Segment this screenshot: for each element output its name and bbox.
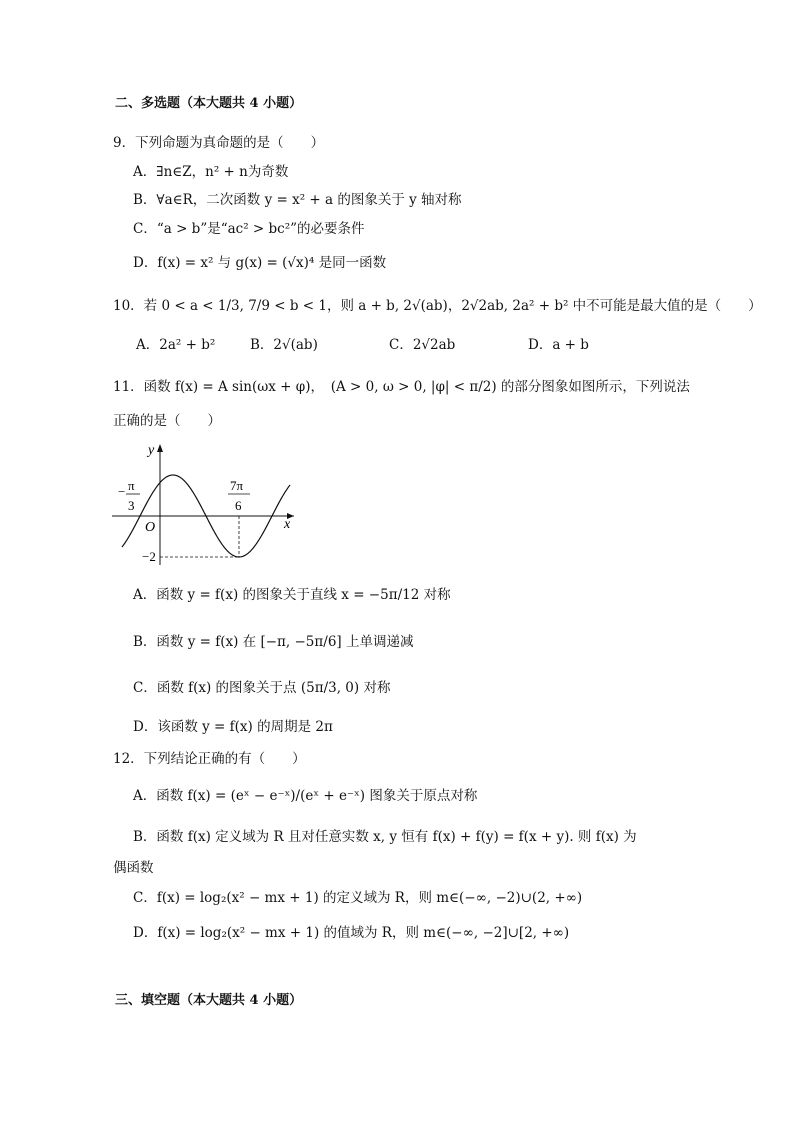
right-tick-numerator: 7π bbox=[230, 478, 244, 493]
question-9-option-c: C．“a > b”是“ac² > bc²”的必要条件 bbox=[133, 221, 365, 237]
section-heading-fill-in: 三、填空题（本大题共 4 小题） bbox=[115, 993, 303, 1008]
x-axis-label: x bbox=[284, 517, 291, 532]
question-12-stem: 12．下列结论正确的有（ ） bbox=[113, 751, 306, 767]
left-tick-denominator: 3 bbox=[128, 498, 135, 513]
y-axis-arrow bbox=[157, 444, 163, 452]
question-10-option-c: C．2√2ab bbox=[389, 337, 456, 353]
question-12-option-c: C．f(x) = log₂(x² − mx + 1) 的定义域为 R，则 m∈(−∞, −2)∪(2, +∞) bbox=[133, 890, 583, 906]
question-12-option-d: D．f(x) = log₂(x² − mx + 1) 的值域为 R，则 m∈(−∞, −2]∪[2, +∞) bbox=[133, 925, 570, 941]
question-11-option-b: B．函数 y = f(x) 在 [−π, −5π/6] 上单调递减 bbox=[133, 634, 414, 650]
question-12-option-a: A．函数 f(x) = (eˣ − e⁻ˣ)/(eˣ + e⁻ˣ) 图象关于原点对称 bbox=[133, 788, 478, 804]
question-10-option-a: A．2a² + b² bbox=[136, 337, 216, 353]
question-9-stem: 9．下列命题为真命题的是（ ） bbox=[113, 135, 325, 151]
left-tick-sign: − bbox=[118, 484, 126, 499]
question-9-option-b: B．∀a∈R，二次函数 y = x² + a 的图象关于 y 轴对称 bbox=[133, 192, 462, 208]
question-10-option-d: D．a + b bbox=[528, 337, 589, 353]
question-11-stem-line2: 正确的是（ ） bbox=[113, 413, 221, 429]
question-12-option-b: B．函数 f(x) 定义域为 R 且对任意实数 x, y 恒有 f(x) + f(y) = f(x + y). 则 f(x) 为 bbox=[133, 829, 637, 845]
sine-function-graph bbox=[108, 440, 308, 570]
question-9-option-d: D．f(x) = x² 与 g(x) = (√x)⁴ 是同一函数 bbox=[133, 255, 387, 271]
minimum-value-label: −2 bbox=[142, 549, 156, 564]
section-heading-multiple-choice: 二、多选题（本大题共 4 小题） bbox=[115, 96, 303, 111]
origin-label: O bbox=[145, 520, 156, 535]
question-11-option-a: A．函数 y = f(x) 的图象关于直线 x = −5π/12 对称 bbox=[133, 587, 451, 603]
question-12-option-b-continued: 偶函数 bbox=[113, 860, 154, 876]
question-11-stem-line1: 11．函数 f(x) = A sin(ωx + φ)， (A > 0, ω > 0, |φ| < π/2) 的部分图象如图所示，下列说法 bbox=[113, 379, 690, 395]
question-11-option-c: C．函数 f(x) 的图象关于点 (5π/3, 0) 对称 bbox=[133, 680, 391, 696]
question-11-option-d: D．该函数 y = f(x) 的周期是 2π bbox=[133, 719, 333, 735]
question-10-stem: 10．若 0 < a < 1/3, 7/9 < b < 1，则 a + b, 2√(ab)，2√2ab, 2a² + b² 中不可能是最大值的是（ ） bbox=[113, 298, 762, 314]
question-10-option-b: B．2√(ab) bbox=[250, 337, 318, 353]
y-axis-label: y bbox=[148, 443, 155, 458]
right-tick-denominator: 6 bbox=[235, 498, 242, 513]
question-9-option-a: A．∃n∈Z，n² + n为奇数 bbox=[133, 164, 289, 180]
left-tick-numerator: π bbox=[128, 478, 135, 493]
